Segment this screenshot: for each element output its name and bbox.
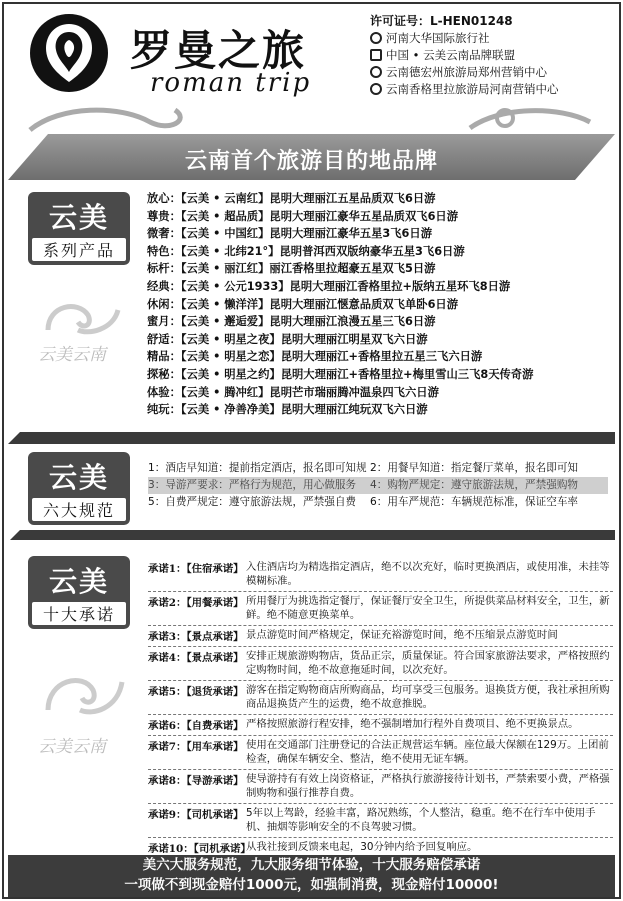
promise-item: 承诺9：【司机承诺】 5年以上驾龄，经验丰富，路况熟练，个人整洁，稳重。绝不在行车中使用手机、抽烟等影响安全的不良驾驶习惯。 — [148, 804, 613, 838]
footer-banner — [8, 855, 615, 897]
cloud-swirl-icon — [38, 290, 128, 340]
product-item: 经典：【云美 • 公元1933】昆明大理丽江香格里拉+版纳五星环飞8日游 — [147, 279, 511, 293]
product-item: 标杆：【云美 • 丽江红】丽江香格里拉超豪五星双飞5日游 — [147, 262, 436, 276]
product-item: 舒适：【云美 • 明星之夜】昆明大理丽江明星双飞六日游 — [147, 332, 428, 346]
brand-name: 罗曼之旅 — [130, 26, 307, 75]
section-tag-rules: 云美 六大规范 — [28, 452, 130, 525]
promise-item: 承诺3：【景点承诺】 景点游览时间严格规定，保证充裕游览时间，绝不压缩景点游览时间 — [148, 626, 613, 647]
flower-icon — [370, 49, 382, 61]
section-tag-products: 云美 系列产品 — [28, 192, 130, 265]
promise-item: 承诺4：【景点承诺】 安排正规旅游购物店，货品正宗，质量保证。符合国家旅游法要求，严格按照约定购物时间，绝不故意拖延时间，以次充好。 — [148, 647, 613, 681]
rule-row: 3：导游严要求：严格行为规范，用心做服务 4：购物严规定：遵守旅游法规，严禁强购物 — [148, 477, 608, 494]
promise-item: 承诺6：【自费承诺】 严格按照旅游行程安排，绝不强制增加行程外自费项目、绝不更换景点。 — [148, 715, 613, 736]
promise-item: 承诺5：【退货承诺】 游客在指定购物商店所购商品，均可享受三包服务。退换货方便，我社承担所购商品退换货产生的运费，绝不故意推脱。 — [148, 681, 613, 715]
product-item: 体验：【云美 • 腾冲红】昆明芒市瑞丽腾冲温泉四飞六日游 — [147, 385, 439, 399]
rules-table — [148, 460, 608, 511]
footer-line-2: 一项做不到现金赔付1000元，如强制消费，现金赔付10000! — [124, 877, 499, 893]
product-item: 探秘：【云美 • 明星之约】昆明大理丽江+香格里拉+梅里雪山三飞8天传奇游 — [147, 367, 534, 381]
product-item: 纯玩：【云美 • 净善净美】昆明大理丽江纯玩双飞六日游 — [147, 403, 428, 417]
org-line-2: 中国 • 云美云南品牌联盟 — [370, 47, 515, 63]
product-item: 精品：【云美 • 明星之恋】昆明大理丽江+香格里拉五星三飞六日游 — [147, 350, 483, 364]
product-item: 蜜月：【云美 • 邂逅爱】昆明大理丽江浪漫五星三飞6日游 — [147, 315, 436, 329]
rule-row: 1：酒店早知道：提前指定酒店，报名即可知规 2：用餐早知道：指定餐厅菜单，报名即可知 — [148, 462, 579, 474]
section-divider — [8, 530, 615, 540]
watermark-text: 云美云南 — [38, 737, 106, 757]
org-line-3: 云南德宏州旅游局郑州营销中心 — [370, 64, 547, 80]
cloud-swirl-icon — [38, 660, 128, 720]
org-line-4: 云南香格里拉旅游局河南营销中心 — [370, 81, 559, 97]
product-list — [147, 190, 617, 419]
cloud-swirl-decoration — [0, 100, 623, 136]
circle-icon — [370, 32, 382, 44]
promise-item: 承诺1：【住宿承诺】 入住酒店均为精选指定酒店，绝不以次充好，临时更换酒店，或使用准，未挂等模糊标准。 — [148, 558, 613, 592]
brand-name-en: roman trip — [150, 68, 312, 98]
logo-icon — [30, 14, 108, 92]
license-number: 许可证号：L-HEN01248 — [370, 14, 513, 28]
section-divider — [8, 432, 615, 444]
product-item: 休闲：【云美 • 懒洋洋】昆明大理丽江惬意品质双飞单卧6日游 — [147, 297, 459, 311]
product-item: 微奢：【云美 • 中国红】昆明大理丽江豪华五星3飞6日游 — [147, 227, 432, 241]
promise-item: 承诺2：【用餐承诺】 所用餐厅为挑选指定餐厅，保证餐厅安全卫生，所提供菜品材料安全，卫生，新鲜。绝不随意更换菜单。 — [148, 592, 613, 626]
footer-line-1: 美六大服务规范，九大服务细节体验，十大服务赔偿承诺 — [142, 857, 481, 873]
circle-icon — [370, 66, 382, 78]
promise-list — [148, 558, 613, 858]
slogan-text: 云南首个旅游目的地品牌 — [184, 149, 438, 174]
promise-item: 承诺7：【用车承诺】 使用在交通部门注册登记的合法正规营运车辆。座位最大保额在129万。上团前检查，确保车辆安全、整洁，绝不使用无证车辆。 — [148, 736, 613, 770]
section-tag-promises: 云美 十大承诺 — [28, 556, 130, 629]
product-item: 尊贵：【云美 • 超品质】昆明大理丽江豪华五星品质双飞6日游 — [147, 209, 459, 223]
rule-row: 5：自费严规定：遵守旅游法规，严禁强自费 6：用车严规范：车辆规范标准，保证空车率 — [148, 496, 579, 508]
promise-item: 承诺10：【司机承诺】 从我社接到反馈来电起，30分钟内给予回复响应。 — [148, 841, 478, 855]
product-item: 放心：【云美 • 云南红】昆明大理丽江五星品质双飞6日游 — [147, 192, 436, 205]
circle-icon — [370, 83, 382, 95]
org-line-1: 河南大华国际旅行社 — [370, 30, 490, 46]
product-item: 特色：【云美 • 北纬21°】昆明普洱西双版纳豪华五星3飞6日游 — [147, 244, 465, 258]
watermark-text: 云美云南 — [38, 345, 106, 365]
promise-item: 承诺8：【导游承诺】 使导游持有有效上岗资格证，严格执行旅游接待计划书，严禁索要小费，严格强制购物和强行推荐自费。 — [148, 770, 613, 804]
